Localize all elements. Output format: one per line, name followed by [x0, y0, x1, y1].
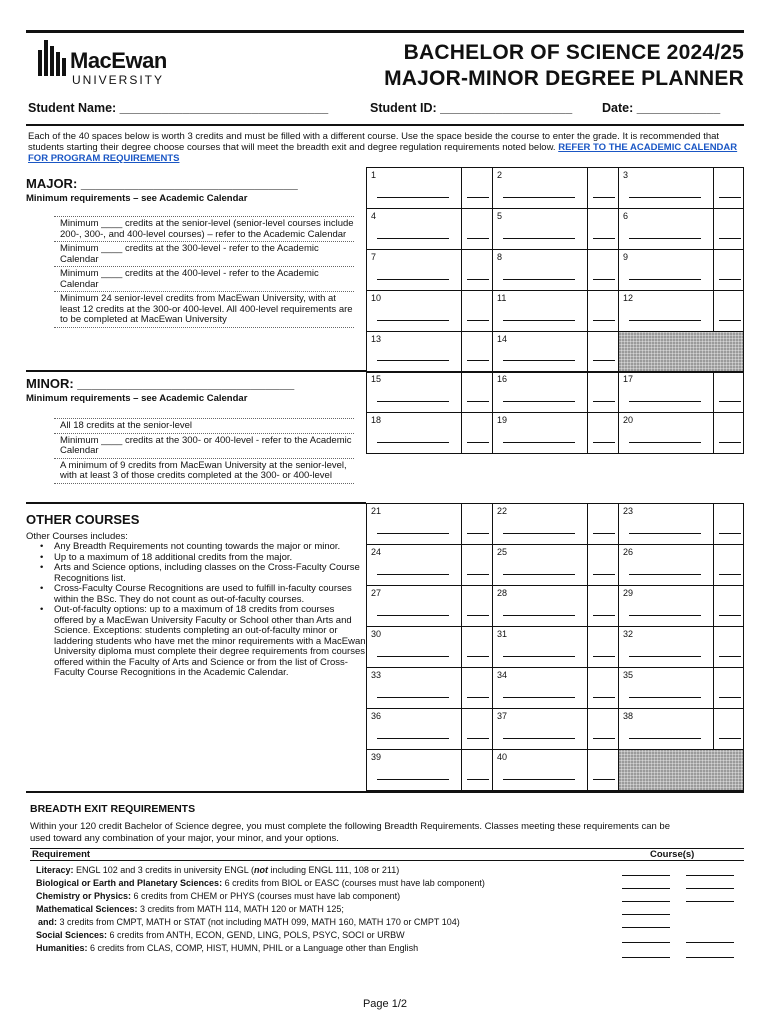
grade-divider [713, 709, 714, 750]
slot-number: 18 [371, 415, 382, 425]
course-slot-38[interactable] [618, 708, 744, 749]
course-slot-21[interactable] [366, 503, 492, 544]
course-slot-11[interactable] [492, 290, 618, 331]
course-line[interactable] [503, 738, 575, 739]
course-slot-29[interactable] [618, 585, 744, 626]
course-line[interactable] [629, 442, 701, 443]
grade-divider [587, 209, 588, 250]
course-entry-line[interactable] [622, 942, 670, 943]
slot-number: 31 [497, 629, 508, 639]
course-line[interactable] [629, 574, 701, 575]
grade-divider [713, 209, 714, 250]
slot-number: 4 [371, 211, 377, 221]
course-slot-25[interactable] [492, 544, 618, 585]
course-slot-14[interactable] [492, 331, 618, 371]
grade-line[interactable] [467, 197, 489, 198]
course-slot-22[interactable] [492, 503, 618, 544]
slot-number: 8 [497, 252, 503, 262]
grade-divider [587, 250, 588, 291]
grade-line[interactable] [467, 615, 489, 616]
grade-divider [587, 668, 588, 709]
course-slot-31[interactable] [492, 626, 618, 667]
grade-line[interactable] [593, 615, 615, 616]
grade-divider [461, 709, 462, 750]
grade-line[interactable] [593, 442, 615, 443]
course-line[interactable] [377, 533, 449, 534]
course-line[interactable] [503, 697, 575, 698]
course-line[interactable] [377, 442, 449, 443]
grade-line[interactable] [593, 279, 615, 280]
course-line[interactable] [377, 779, 449, 780]
course-slot-30[interactable] [366, 626, 492, 667]
grade-divider [587, 332, 588, 372]
student-name-field[interactable]: Student Name: ______________________________ [28, 101, 329, 115]
course-line[interactable] [503, 615, 575, 616]
grade-divider [461, 668, 462, 709]
slot-number: 13 [371, 334, 382, 344]
slot-number: 17 [623, 374, 634, 384]
slot-number: 29 [623, 588, 634, 598]
grade-divider [461, 750, 462, 791]
course-line[interactable] [503, 779, 575, 780]
course-slot-9[interactable] [618, 249, 744, 290]
grade-divider [713, 545, 714, 586]
header-rule [26, 124, 744, 126]
breadth-requirement-row: Mathematical Sciences: 3 credits from MATH 114, MATH 120 or MATH 125; [36, 904, 344, 914]
course-line[interactable] [377, 738, 449, 739]
grade-line[interactable] [593, 360, 615, 361]
course-line[interactable] [629, 320, 701, 321]
requirement-column-header: Requirement [32, 849, 91, 860]
course-slot-32[interactable] [618, 626, 744, 667]
grade-line[interactable] [467, 320, 489, 321]
course-slot-2[interactable] [492, 167, 618, 208]
course-slot-23[interactable] [618, 503, 744, 544]
course-line[interactable] [377, 401, 449, 402]
grade-line[interactable] [719, 697, 741, 698]
slot-number: 39 [371, 752, 382, 762]
course-line[interactable] [377, 656, 449, 657]
major-subtitle: Minimum requirements – see Academic Calendar [26, 193, 248, 204]
slot-number: 9 [623, 252, 629, 262]
slot-number: 5 [497, 211, 503, 221]
grade-line[interactable] [467, 442, 489, 443]
course-line[interactable] [503, 197, 575, 198]
slot-number: 36 [371, 711, 382, 721]
slot-number: 33 [371, 670, 382, 680]
intro-paragraph [28, 131, 748, 164]
title-line-1: BACHELOR OF SCIENCE 2024/25 [403, 41, 744, 64]
grade-line[interactable] [719, 533, 741, 534]
breadth-table-header [30, 848, 744, 861]
breadth-requirement-row: Chemistry or Physics: 6 credits from CHEM or PHYS (courses must have lab component) [36, 891, 401, 901]
slot-number: 38 [623, 711, 634, 721]
course-slot-7[interactable] [366, 249, 492, 290]
grade-line[interactable] [467, 779, 489, 780]
course-slot-6[interactable] [618, 208, 744, 249]
grade-line[interactable] [593, 401, 615, 402]
grade-line[interactable] [719, 320, 741, 321]
grade-line[interactable] [719, 442, 741, 443]
course-slot-20[interactable] [618, 412, 744, 453]
major-req-4: Minimum 24 senior-level credits from MacEwan University, with at least 12 credits at the 300-or 400-level. All 400-level requirements are to be completed at MacEwan University [54, 291, 354, 328]
minor-req-3: A minimum of 9 credits from MacEwan University at the senior-level, with at least 3 of those credits completed at the 300- or 400-level [54, 458, 354, 484]
minor-req-1: All 18 credits at the senior-level [54, 418, 354, 433]
course-line[interactable] [503, 238, 575, 239]
other-courses-section [26, 512, 366, 679]
grade-line[interactable] [467, 360, 489, 361]
macewan-logo-icon [38, 40, 66, 76]
grade-line[interactable] [593, 320, 615, 321]
unused-slot [618, 331, 744, 371]
course-line[interactable] [629, 238, 701, 239]
grade-divider [461, 545, 462, 586]
grade-line[interactable] [719, 574, 741, 575]
course-entry-line[interactable] [622, 927, 670, 928]
grade-divider [587, 545, 588, 586]
grade-line[interactable] [719, 656, 741, 657]
grade-divider [713, 372, 714, 413]
grade-divider [713, 668, 714, 709]
slot-number: 12 [623, 293, 634, 303]
date-field[interactable]: Date: ____________ [602, 101, 721, 115]
slot-number: 40 [497, 752, 508, 762]
grade-line[interactable] [467, 697, 489, 698]
grade-line[interactable] [719, 401, 741, 402]
grid-rule [366, 453, 744, 454]
course-line[interactable] [629, 615, 701, 616]
course-line[interactable] [377, 615, 449, 616]
grade-line[interactable] [593, 574, 615, 575]
course-slot-5[interactable] [492, 208, 618, 249]
course-line[interactable] [629, 197, 701, 198]
grade-line[interactable] [719, 238, 741, 239]
course-entry-line[interactable] [686, 942, 734, 943]
list-item: • Out-of-faculty options: up to a maximum of 18 credits from courses offered by a MacEwan University Faculty or School other than Arts and Science. Exceptions: students completing an out-of-faculty minor or laddering students who have met the minor requirements with a MacEwan University diploma must complete their degree requirements from courses offered within the Faculty of Arts and Science or from the list of Cross-Faculty Course Recognitions in the Academic Calendar. [40, 605, 366, 679]
major-title[interactable]: MAJOR: ______________________________ [26, 176, 298, 191]
grade-divider [461, 209, 462, 250]
grade-line[interactable] [467, 279, 489, 280]
course-line[interactable] [377, 320, 449, 321]
course-slot-37[interactable] [492, 708, 618, 749]
slot-number: 28 [497, 588, 508, 598]
student-id-field[interactable]: Student ID: ___________________ [370, 101, 573, 115]
grade-divider [461, 413, 462, 454]
course-line[interactable] [377, 238, 449, 239]
grade-divider [461, 504, 462, 545]
course-slot-35[interactable] [618, 667, 744, 708]
course-entry-line[interactable] [622, 875, 670, 876]
other-courses-title: OTHER COURSES [26, 512, 140, 527]
course-slot-40[interactable] [492, 749, 618, 790]
course-entry-line[interactable] [622, 914, 670, 915]
course-entry-line[interactable] [686, 957, 734, 958]
slot-number: 20 [623, 415, 634, 425]
slot-number: 15 [371, 374, 382, 384]
slot-number: 7 [371, 252, 377, 262]
grade-line[interactable] [593, 197, 615, 198]
course-slot-36[interactable] [366, 708, 492, 749]
course-slot-8[interactable] [492, 249, 618, 290]
grade-divider [587, 750, 588, 791]
course-slot-17[interactable] [618, 371, 744, 412]
course-slot-16[interactable] [492, 371, 618, 412]
course-entry-line[interactable] [622, 901, 670, 902]
course-slot-15[interactable] [366, 371, 492, 412]
grade-divider [587, 372, 588, 413]
grade-divider [713, 168, 714, 209]
breadth-requirement-row: Humanities: 6 credits from CLAS, COMP, HIST, HUMN, PHIL or a Language other than English [36, 943, 419, 953]
course-slot-3[interactable] [618, 167, 744, 208]
grade-divider [587, 168, 588, 209]
grade-divider [461, 586, 462, 627]
grade-line[interactable] [467, 738, 489, 739]
grade-divider [713, 413, 714, 454]
breadth-title: BREADTH EXIT REQUIREMENTS [30, 803, 196, 815]
course-line[interactable] [503, 401, 575, 402]
other-courses-list [40, 542, 366, 679]
course-entry-line[interactable] [686, 901, 734, 902]
course-slot-1[interactable] [366, 167, 492, 208]
logo-subtitle: UNIVERSITY [72, 73, 165, 87]
grade-divider [461, 168, 462, 209]
list-item: • Cross-Faculty Course Recognitions are used to fulfill in-faculty courses within the BSc. They do not count as out-of-faculty courses. [40, 584, 366, 605]
grade-line[interactable] [593, 779, 615, 780]
course-slot-12[interactable] [618, 290, 744, 331]
list-item: • Up to a maximum of 18 additional credits from the major. [40, 553, 366, 564]
grade-line[interactable] [593, 697, 615, 698]
course-slot-27[interactable] [366, 585, 492, 626]
grade-divider [713, 627, 714, 668]
intro-text: Each of the 40 spaces below is worth 3 credits and must be filled with a different course. Use the space beside the course to enter the grade. It is recommended that students starting their degree choose courses that will meet the breadth exit and degree regulation requirements noted below. [28, 131, 720, 153]
course-slot-39[interactable] [366, 749, 492, 790]
grade-line[interactable] [467, 533, 489, 534]
slot-number: 11 [497, 293, 507, 303]
grade-divider [587, 413, 588, 454]
course-slot-34[interactable] [492, 667, 618, 708]
course-line[interactable] [503, 320, 575, 321]
breadth-requirement-row: Social Sciences: 6 credits from ANTH, ECON, GEND, LING, POLS, PSYC, SOCI or URBW [36, 930, 405, 940]
minor-section [26, 376, 366, 484]
course-slot-19[interactable] [492, 412, 618, 453]
grade-divider [587, 586, 588, 627]
page-number: Page 1/2 [362, 998, 408, 1010]
slot-number: 35 [623, 670, 634, 680]
course-line[interactable] [629, 533, 701, 534]
grade-divider [713, 504, 714, 545]
course-line[interactable] [377, 574, 449, 575]
course-line[interactable] [629, 656, 701, 657]
grade-divider [461, 627, 462, 668]
logo-name: MacEwan [70, 48, 167, 73]
slot-number: 2 [497, 170, 503, 180]
grade-divider [587, 709, 588, 750]
breadth-requirement-row: and: 3 credits from CMPT, MATH or STAT (not including MATH 099, MATH 160, MATH 170 or CMPT 104) [38, 917, 460, 927]
breadth-section [26, 791, 744, 953]
course-slot-10[interactable] [366, 290, 492, 331]
minor-req-2: Minimum ____ credits at the 300- or 400-level - refer to the Academic Calendar [54, 433, 354, 458]
slot-number: 25 [497, 547, 508, 557]
grade-divider [461, 291, 462, 332]
macewan-logo [38, 40, 167, 76]
top-rule [26, 30, 744, 33]
slot-number: 19 [497, 415, 508, 425]
breadth-description: Within your 120 credit Bachelor of Science degree, you must complete the following Breadth Requirements. Classes meeting these requirements can be used toward any combination of your major, your minor, and your options. [30, 821, 671, 844]
course-line[interactable] [503, 360, 575, 361]
grade-line[interactable] [467, 238, 489, 239]
major-section [26, 176, 366, 328]
major-req-1: Minimum ____ credits at the senior-level (senior-level courses include 200-, 300-, and 400-level courses) – refer to the Academic Calendar [54, 216, 354, 241]
slot-number: 23 [623, 506, 634, 516]
slot-number: 30 [371, 629, 382, 639]
grade-divider [587, 504, 588, 545]
course-entry-line[interactable] [622, 888, 670, 889]
slot-number: 6 [623, 211, 629, 221]
academic-calendar-link[interactable]: REFER TO THE ACADEMIC CALENDAR FOR PROGRAM REQUIREMENTS [28, 142, 738, 164]
slot-number: 10 [371, 293, 382, 303]
grade-line[interactable] [719, 615, 741, 616]
grade-line[interactable] [467, 401, 489, 402]
grade-divider [713, 291, 714, 332]
course-line[interactable] [629, 279, 701, 280]
breadth-requirement-row: Biological or Earth and Planetary Sciences: 6 credits from BIOL or EASC (courses must have lab component) [36, 878, 485, 888]
slot-number: 14 [497, 334, 508, 344]
course-slot-24[interactable] [366, 544, 492, 585]
course-line[interactable] [629, 697, 701, 698]
grade-line[interactable] [719, 738, 741, 739]
course-line[interactable] [503, 656, 575, 657]
course-slot-26[interactable] [618, 544, 744, 585]
grade-line[interactable] [719, 197, 741, 198]
course-line[interactable] [377, 697, 449, 698]
course-slot-28[interactable] [492, 585, 618, 626]
other-rule [26, 502, 366, 504]
grade-line[interactable] [467, 574, 489, 575]
course-entry-line[interactable] [686, 875, 734, 876]
course-line[interactable] [503, 574, 575, 575]
slot-number: 37 [497, 711, 508, 721]
major-req-3: Minimum ____ credits at the 400-level - refer to the Academic Calendar [54, 266, 354, 291]
grade-divider [461, 372, 462, 413]
slot-number: 24 [371, 547, 382, 557]
slot-number: 34 [497, 670, 508, 680]
minor-subtitle: Minimum requirements – see Academic Calendar [26, 393, 248, 404]
slot-number: 26 [623, 547, 634, 557]
major-req-2: Minimum ____ credits at the 300-level - refer to the Academic Calendar [54, 241, 354, 266]
slot-number: 22 [497, 506, 508, 516]
course-line[interactable] [377, 360, 449, 361]
course-line[interactable] [503, 279, 575, 280]
minor-rule [26, 370, 366, 372]
course-entry-line[interactable] [622, 957, 670, 958]
courses-column-header: Course(s) [650, 849, 695, 860]
course-line[interactable] [503, 533, 575, 534]
course-line[interactable] [629, 401, 701, 402]
grade-divider [713, 586, 714, 627]
other-courses-intro: Other Courses includes: [26, 531, 128, 542]
course-entry-line[interactable] [686, 888, 734, 889]
page-title [384, 40, 744, 92]
unused-slot [618, 749, 744, 790]
slot-number: 27 [371, 588, 382, 598]
grade-line[interactable] [593, 238, 615, 239]
list-item: • Any Breadth Requirements not counting towards the major or minor. [40, 542, 366, 553]
slot-number: 1 [371, 170, 377, 180]
course-slot-4[interactable] [366, 208, 492, 249]
grade-divider [587, 291, 588, 332]
grade-line[interactable] [719, 279, 741, 280]
grade-line[interactable] [593, 738, 615, 739]
breadth-requirement-row: Literacy: ENGL 102 and 3 credits in university ENGL (not including ENGL 111, 108 or 211) [36, 865, 400, 875]
grade-line[interactable] [593, 656, 615, 657]
minor-title[interactable]: MINOR: ______________________________ [26, 376, 295, 391]
slot-number: 21 [371, 506, 382, 516]
grade-line[interactable] [467, 656, 489, 657]
course-line[interactable] [503, 442, 575, 443]
slot-number: 3 [623, 170, 629, 180]
course-slot-13[interactable] [366, 331, 492, 371]
course-line[interactable] [377, 279, 449, 280]
grade-line[interactable] [593, 533, 615, 534]
list-item: • Arts and Science options, including classes on the Cross-Faculty Course Recognitions list. [40, 563, 366, 584]
course-line[interactable] [377, 197, 449, 198]
title-line-2: MAJOR-MINOR DEGREE PLANNER [384, 67, 744, 90]
grid-rule [366, 372, 744, 373]
course-slot-18[interactable] [366, 412, 492, 453]
course-line[interactable] [629, 738, 701, 739]
grade-divider [587, 627, 588, 668]
slot-number: 16 [497, 374, 508, 384]
grade-divider [461, 332, 462, 372]
grade-divider [713, 250, 714, 291]
course-slot-33[interactable] [366, 667, 492, 708]
grade-divider [461, 250, 462, 291]
slot-number: 32 [623, 629, 634, 639]
